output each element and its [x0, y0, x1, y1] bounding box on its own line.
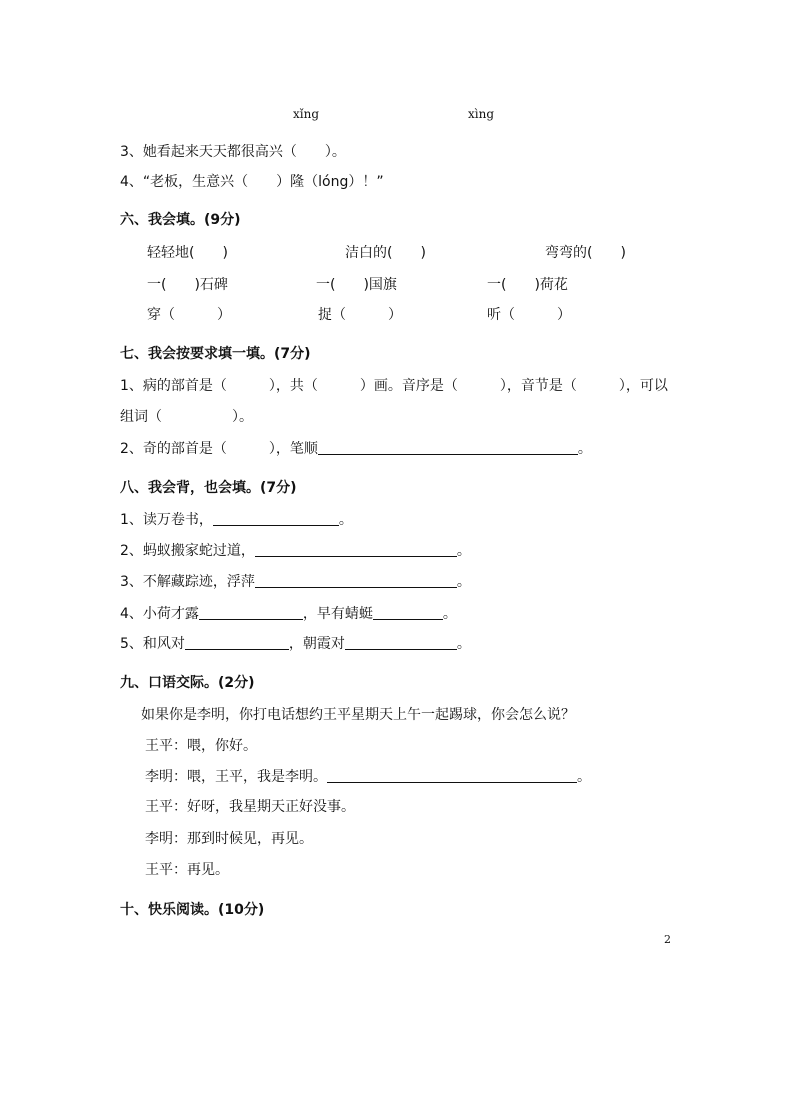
- dialogue-line-2: [145, 767, 591, 787]
- fill-6-3-2: 捉（ ）: [318, 307, 402, 323]
- fill-6-1-1: 轻轻地( ): [147, 245, 228, 261]
- section-6-title: 六、我会填。(9分): [120, 212, 241, 228]
- question-8-5-end: 。: [456, 636, 471, 652]
- dialogue-line-5: 王平：再见。: [145, 862, 229, 878]
- pinyin-xing-4: xìng: [468, 107, 495, 121]
- answer-line-8-2[interactable]: [255, 542, 457, 557]
- answer-line-8-4b[interactable]: [373, 605, 443, 620]
- question-8-1-text: 1、读万卷书，: [120, 512, 213, 528]
- question-8-5: [120, 634, 471, 654]
- fill-6-3-1: 穿（ ）: [147, 307, 231, 323]
- fill-6-2-3: 一( )荷花: [487, 277, 568, 293]
- dialogue-line-1: 王平：喂，你好。: [145, 738, 257, 754]
- answer-line-8-3[interactable]: [255, 573, 457, 588]
- section-7-title: 七、我会按要求填一填。(7分): [120, 346, 311, 362]
- dialogue-line-2-end: 。: [577, 769, 591, 785]
- fill-6-2-1: 一( )石碑: [147, 277, 228, 293]
- question-8-5-text: 5、和风对: [120, 636, 185, 652]
- question-5-4: 4、“老板，生意兴（ ）隆（lóng）！”: [120, 174, 384, 190]
- question-8-4-text: 4、小荷才露: [120, 606, 199, 622]
- question-8-3: [120, 572, 471, 592]
- answer-line-8-1[interactable]: [213, 511, 339, 526]
- answer-line-7-2[interactable]: [318, 440, 578, 455]
- question-8-4: [120, 604, 457, 624]
- answer-line-8-4a[interactable]: [199, 605, 303, 620]
- answer-line-9[interactable]: [327, 768, 577, 783]
- question-8-5-mid: ，朝霞对: [288, 636, 345, 652]
- question-8-2: [120, 541, 471, 561]
- fill-6-2-2: 一( )国旗: [316, 277, 397, 293]
- section-8-title: 八、我会背，也会填。(7分): [120, 480, 297, 496]
- question-7-2: [120, 439, 592, 459]
- question-8-2-end: 。: [456, 543, 471, 559]
- question-7-2-text: 2、奇的部首是（ ），笔顺: [120, 441, 318, 457]
- pinyin-xing-3: xǐng: [293, 107, 320, 121]
- fill-6-3-3: 听（ ）: [487, 307, 571, 323]
- dialogue-line-4: 李明：那到时候见，再见。: [145, 831, 313, 847]
- section-9-title: 九、口语交际。(2分): [120, 675, 255, 691]
- question-8-4-end: 。: [442, 606, 457, 622]
- question-8-3-end: 。: [456, 574, 471, 590]
- question-7-2-end: 。: [577, 441, 592, 457]
- dialogue-prompt: 如果你是李明，你打电话想约王平星期天上午一起踢球，你会怎么说？: [141, 707, 575, 723]
- question-8-3-text: 3、不解藏踪迹，浮萍: [120, 574, 255, 590]
- fill-6-1-3: 弯弯的( ): [545, 245, 626, 261]
- question-8-1: [120, 510, 353, 530]
- answer-line-8-5b[interactable]: [345, 635, 457, 650]
- fill-6-1-2: 洁白的( ): [345, 245, 426, 261]
- dialogue-line-3: 王平：好呀，我星期天正好没事。: [145, 799, 355, 815]
- question-8-4-mid: ，早有蜻蜓: [302, 606, 373, 622]
- page-number: 2: [664, 933, 671, 946]
- answer-line-8-5a[interactable]: [185, 635, 289, 650]
- question-5-3: 3、她看起来天天都很高兴（ ）。: [120, 144, 346, 160]
- dialogue-line-2-text: 李明：喂，王平，我是李明。: [145, 769, 327, 785]
- section-10-title: 十、快乐阅读。(10分): [120, 902, 265, 918]
- question-7-1-line1: 1、病的部首是（ ），共（ ）画。音序是（ ），音节是（ ），可以: [120, 378, 668, 394]
- question-8-2-text: 2、蚂蚁搬家蛇过道，: [120, 543, 255, 559]
- question-8-1-end: 。: [338, 512, 353, 528]
- question-7-1-line2: 组词（ ）。: [120, 409, 253, 425]
